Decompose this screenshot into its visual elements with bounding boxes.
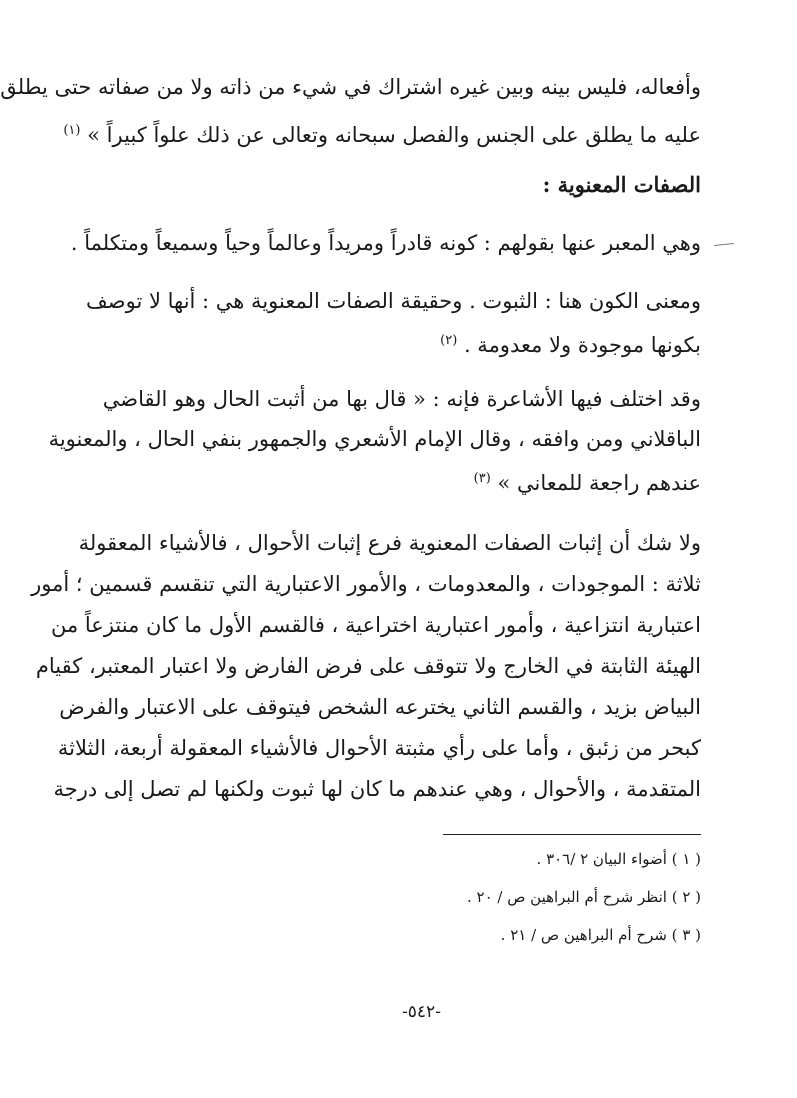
footnote-ref[interactable]: (٢) bbox=[440, 333, 458, 348]
footnote: ( ٢ ) انظر شرح أم البراهين ص / ٢٠ . bbox=[466, 888, 701, 906]
body-line-text: عليه ما يطلق على الجنس والفصل سبحانه وتعالى عن ذلك علواً كبيراً » bbox=[87, 123, 701, 147]
section-heading: الصفات المعنوية : bbox=[542, 172, 701, 197]
body-line bbox=[63, 116, 701, 150]
paragraph-line-text: عندهم راجعة للمعاني » bbox=[497, 471, 701, 495]
scan-mark bbox=[714, 243, 734, 246]
paragraph-line: وقد اختلف فيها الأشاعرة فإنه : « قال بها من أثبت الحال وهو القاضي bbox=[102, 387, 701, 411]
footnote: ( ٣ ) شرح أم البراهين ص / ٢١ . bbox=[500, 926, 701, 944]
paragraph-line: اعتبارية انتزاعية ، وأمور اعتبارية اختراعية ، فالقسم الأول ما كان منتزعاً من bbox=[50, 613, 701, 637]
footnote-ref[interactable]: (١) bbox=[63, 123, 81, 138]
paragraph-line: المتقدمة ، والأحوال ، وهي عندهم ما كان لها ثبوت ولكنها لم تصل إلى درجة bbox=[53, 777, 701, 801]
footnote-separator bbox=[443, 834, 701, 835]
paragraph-line bbox=[110, 326, 701, 360]
page-number: -٥٤٢- bbox=[402, 1002, 441, 1022]
paragraph-line: ثلاثة : الموجودات ، والمعدومات ، والأمور الاعتبارية التي تنقسم قسمين ؛ أمور bbox=[31, 572, 701, 596]
footnote: ( ١ ) أضواء البيان ٢ /٣٠٦ . bbox=[536, 850, 701, 868]
paragraph-line-text: بكونها موجودة ولا معدومة . bbox=[463, 333, 701, 357]
paragraph-line: الباقلاني ومن وافقه ، وقال الإمام الأشعري والجمهور بنفي الحال ، والمعنوية bbox=[48, 427, 701, 451]
paragraph-line: وهي المعبر عنها بقولهم : كونه قادراً ومريداً وعالماً وحياً وسميعاً ومتكلماً . bbox=[70, 231, 701, 255]
paragraph-line: كبحر من زئبق ، وأما على رأي مثبتة الأحوال فالأشياء المعقولة أربعة، الثلاثة bbox=[57, 736, 701, 760]
paragraph-line: ولا شك أن إثبات الصفات المعنوية فرع إثبات الأحوال ، فالأشياء المعقولة bbox=[78, 531, 701, 555]
footnote-ref[interactable]: (٣) bbox=[473, 471, 491, 486]
paragraph-line bbox=[110, 464, 701, 498]
paragraph-line: البياض بزيد ، والقسم الثاني يخترعه الشخص فيتوقف على الاعتبار والفرض bbox=[59, 695, 701, 719]
paragraph-line: الهيئة الثابتة في الخارج ولا تتوقف على فرض الفارض ولا اعتبار المعتبر، كقيام bbox=[35, 654, 701, 678]
body-line: وأفعاله، فليس بينه وبين غيره اشتراك في شيء من ذاته ولا من صفاته حتى يطلق bbox=[0, 75, 701, 99]
paragraph-line: ومعنى الكون هنا : الثبوت . وحقيقة الصفات المعنوية هي : أنها لا توصف bbox=[86, 289, 701, 313]
